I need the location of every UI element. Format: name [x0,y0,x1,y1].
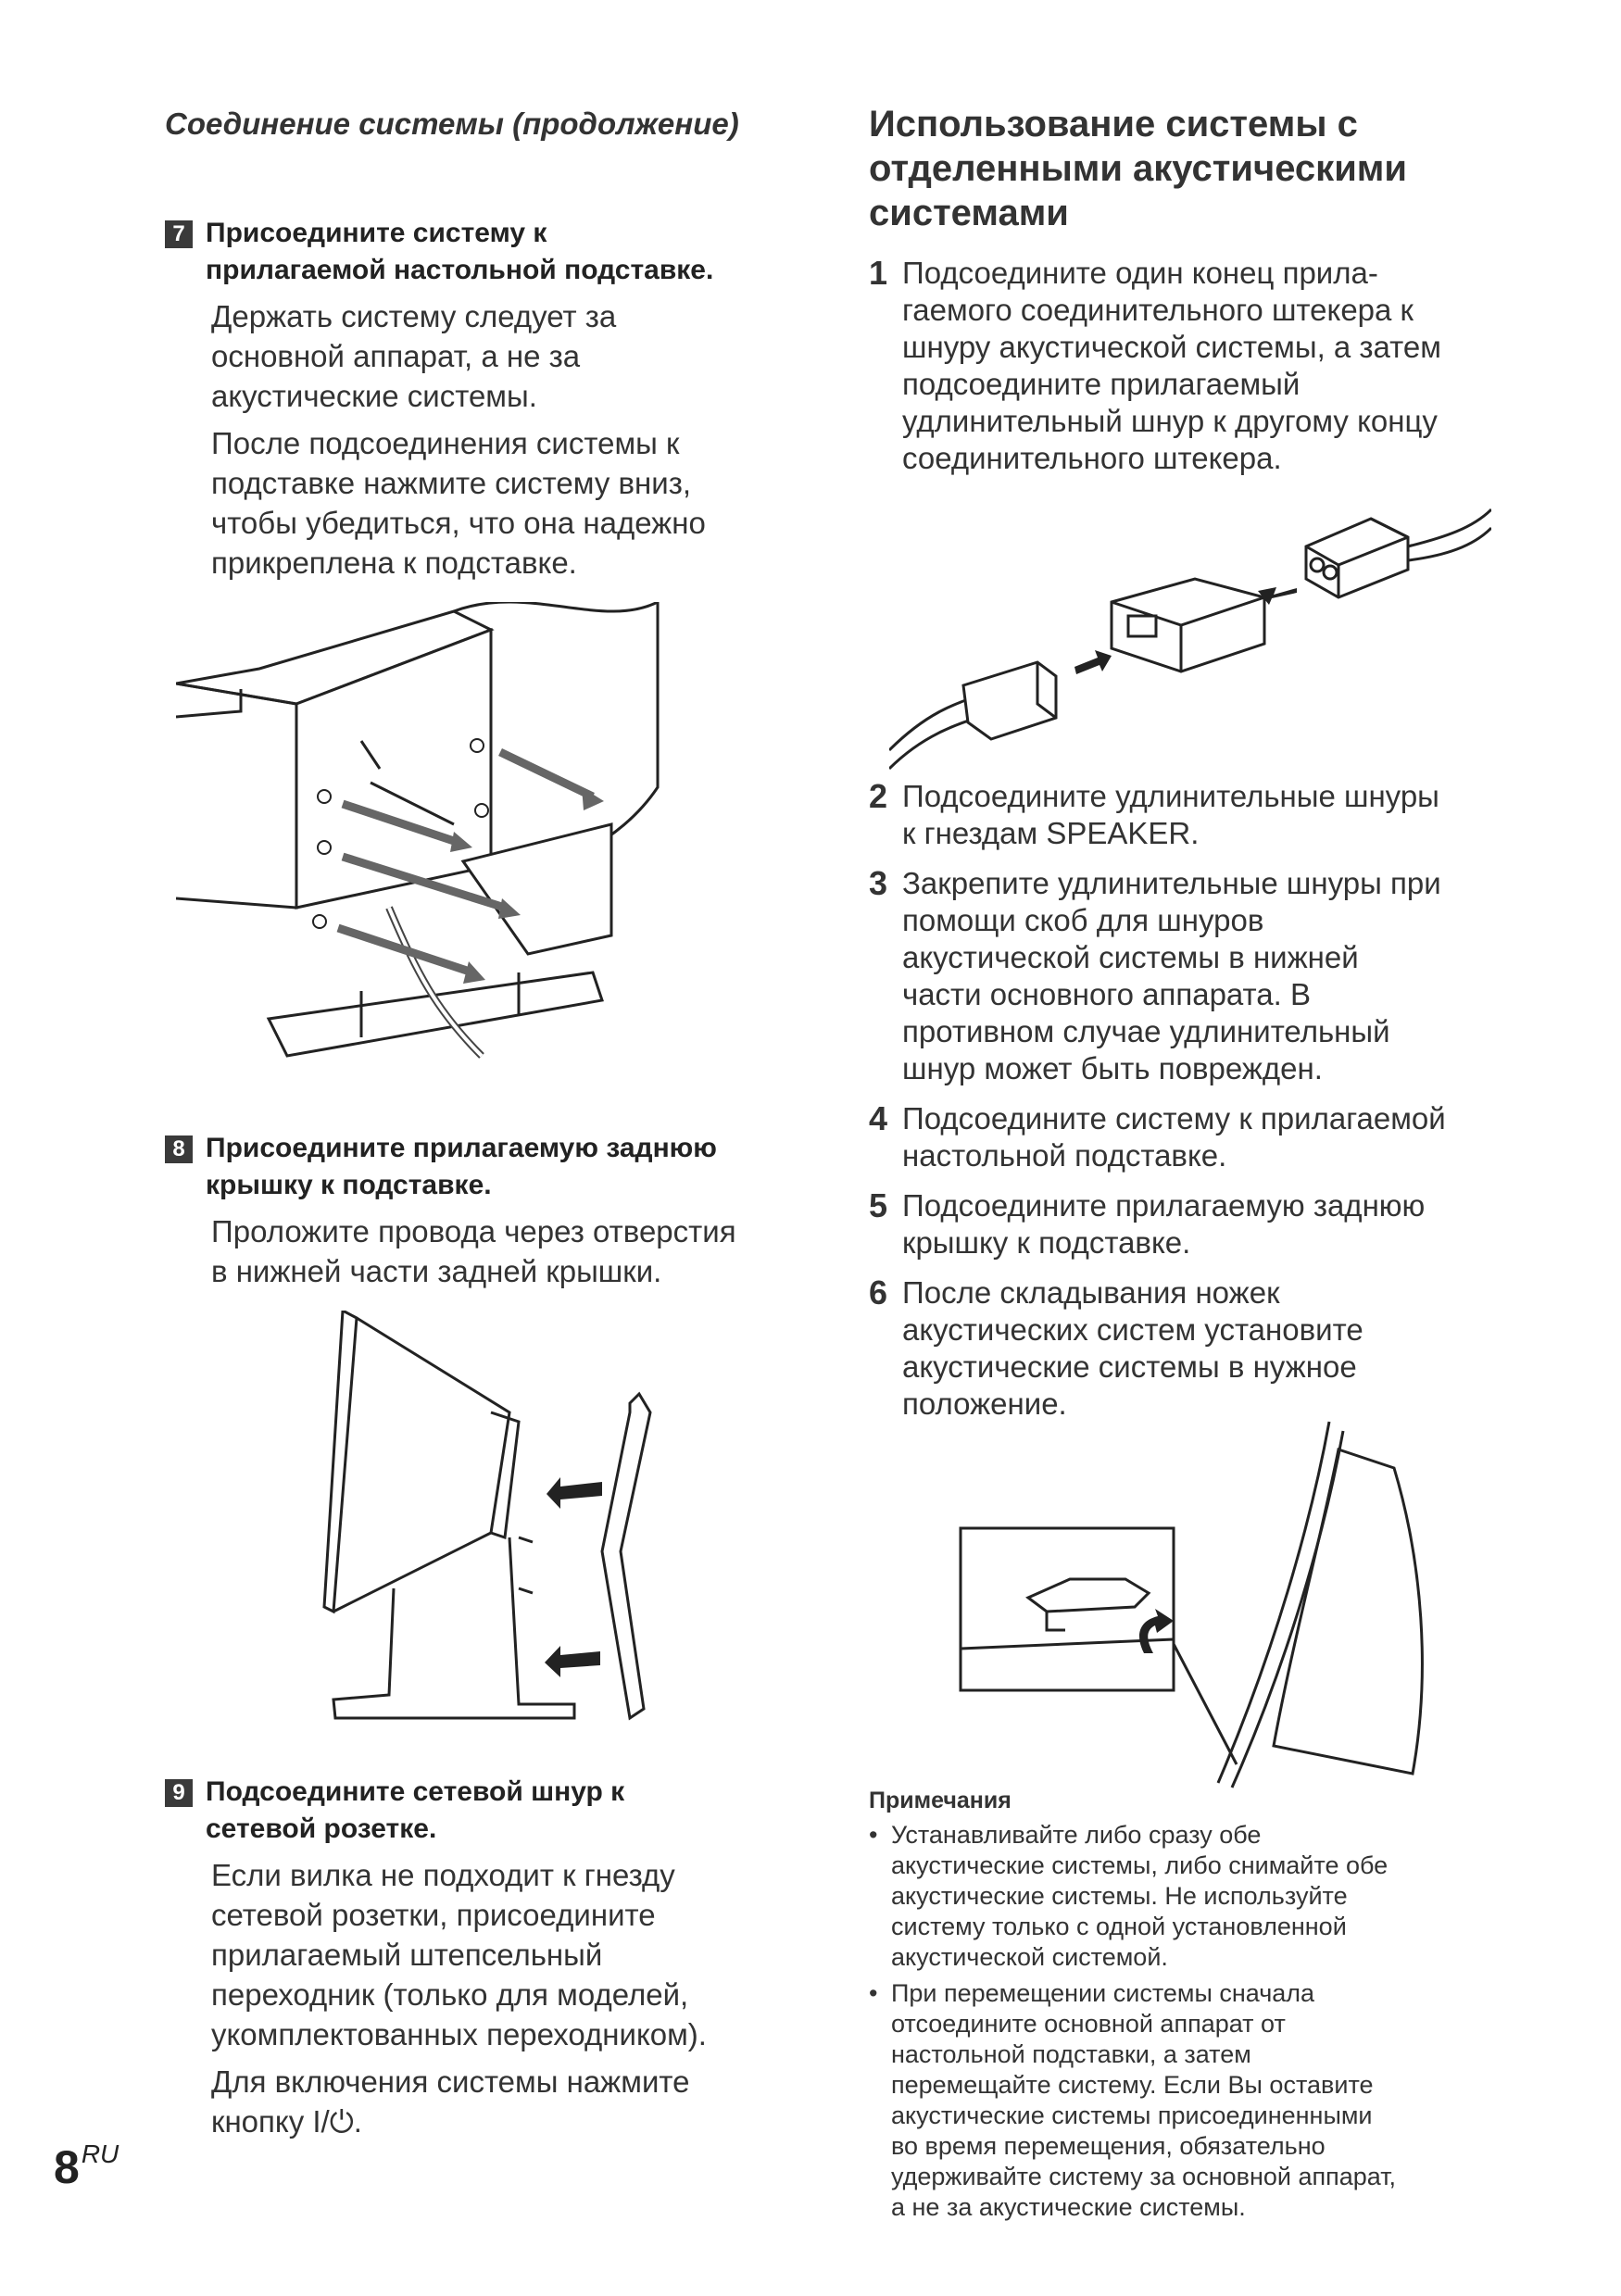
item-text: Подсоедините удлинительные шнуры к гнездам SPEAKER. [902,779,1439,850]
stand-mount-illustration [176,602,695,1084]
step-number-badge: 7 [165,220,193,248]
item-text: Подсоедините прилагаемую заднюю крышку к подставке. [902,1188,1426,1260]
step-number-badge: 8 [165,1135,193,1163]
note-item: • При перемещении системы сначала отсоедините основной аппарат от настольной подставки, а затем перемещайте систему. Если Вы оставите акустические системы присоединенными во время перемещения, обязательно удерживайте систему за основной аппарат, а не за акустические системы. [869,1979,1397,2221]
step-number-badge: 9 [165,1779,193,1807]
step-title: Присоедините систему к прилагаемой настольной подставке. [206,218,714,285]
connector-illustration [889,491,1491,797]
step-paragraph: Держать систему следует за основной аппарат, а не за акустические системы. [211,299,617,413]
step-7 [165,215,813,583]
numbered-items-2-6 [869,778,1517,1436]
item-number: 6 [869,1273,888,1311]
item-number: 5 [869,1186,888,1224]
notes [869,1788,1536,2223]
bullet-icon: • [869,1821,878,1849]
item-text: Закрепите удлинительные шнуры при помощи скоб для шнуров акустической системы в нижней части основного аппарата. В противном случае удлинительный шнур может быть поврежден. [902,866,1441,1085]
item-number: 2 [869,777,888,815]
item-number: 4 [869,1099,888,1137]
item-text: После складывания ножек акустических систем установите акустические системы в нужное положение. [902,1275,1363,1421]
page-language: RU [81,2139,119,2168]
speaker-legs-illustration [959,1412,1440,1801]
step-paragraph: После подсоединения системы к подставке нажмите систему вниз, чтобы убедиться, что она надежно прикреплена к подставке. [211,426,706,580]
item-text: Подсоедините систему к прилагаемой настольной подставке. [902,1101,1446,1173]
item-text: Подсоедините один конец прила- гаемого соединительного штекера к шнуру акустической системы, а затем подсоедините прилагаемый удлинительный шнур к другому концу соединительного штекера. [902,256,1441,475]
step-9 [165,1774,813,2141]
numbered-item-4 [869,1100,1517,1174]
note-item: • Устанавливайте либо сразу обе акустические системы, либо снимайте обе акустические системы. Не используйте систему только с одной установленной акустической системой. [869,1821,1389,1971]
item-number: 3 [869,864,888,902]
numbered-item-1 [869,255,1517,490]
notes-title: Примечания [869,1788,1012,1813]
step-paragraph: Для включения системы нажмите кнопку I/⏻. [211,2064,690,2139]
page-number: $8^{RU}$ [54,2139,119,2193]
numbered-item-2 [869,778,1517,852]
running-head: Соединение системы (продолжение) [165,107,739,141]
step-8 [165,1130,813,1291]
numbered-item-3 [869,865,1517,1087]
numbered-item-6 [869,1274,1517,1423]
step-title: Присоедините прилагаемую заднюю крышку к подставке. [206,1133,717,1200]
numbered-item-5 [869,1187,1517,1261]
step-paragraph: Проложите провода через отверстия в нижней части задней крышки. [211,1214,736,1288]
item-number: 1 [869,254,888,292]
step-paragraph: Если вилка не подходит к гнезду сетевой розетки, присоедините прилагаемый штепсельный переходник (только для моделей, укомплектованных переходником). [211,1858,707,2051]
bullet-icon: • [869,1979,878,2007]
section-title: Использование системы с отделенными акустическими системами [869,104,1407,233]
back-cover-illustration [306,1311,676,1774]
step-title: Подсоедините сетевой шнур к сетевой розетке. [206,1776,625,1844]
